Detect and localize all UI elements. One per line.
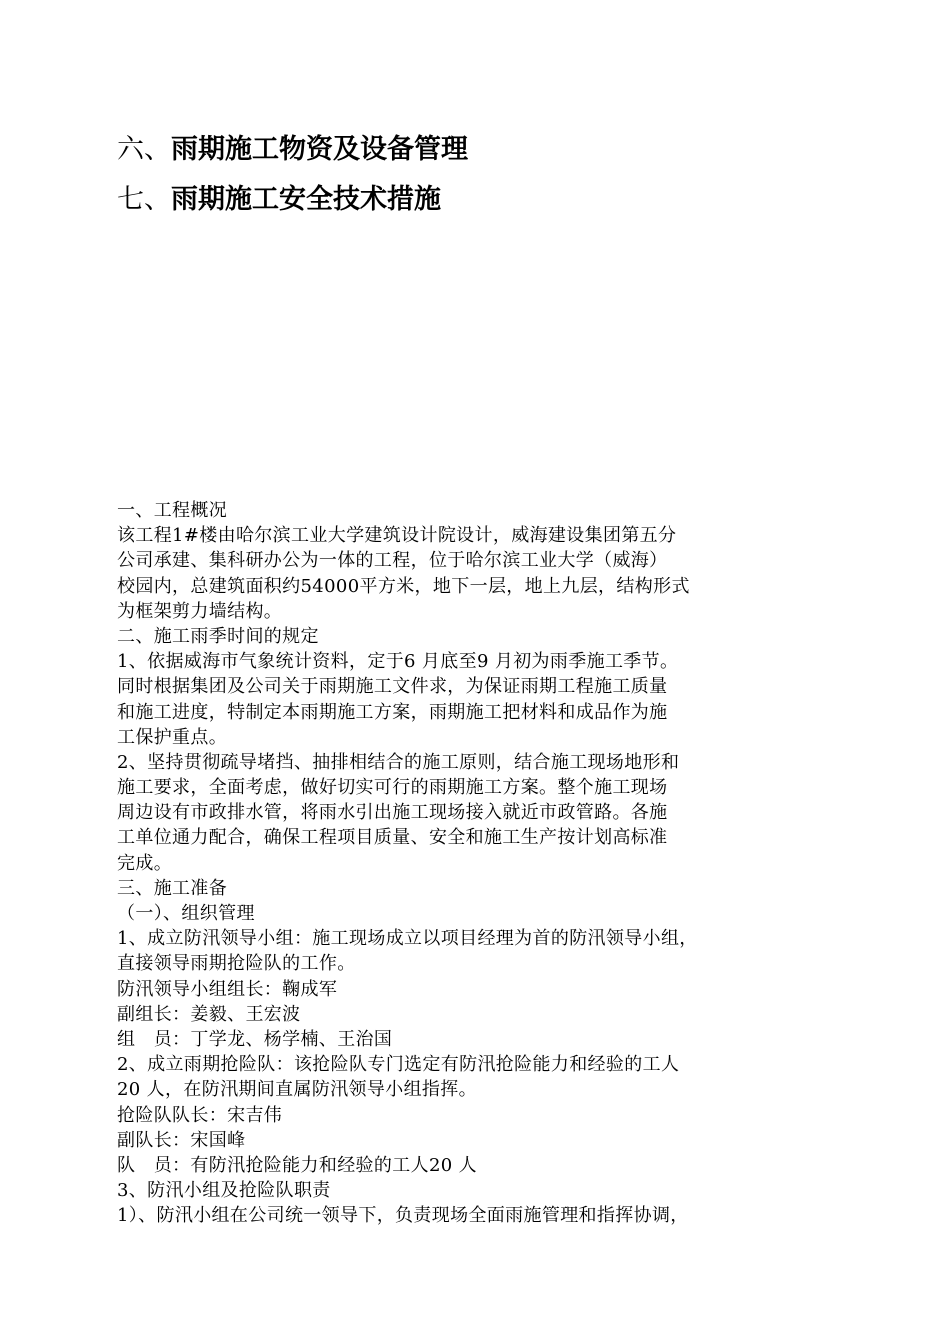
text-line: 完成。 (117, 852, 173, 874)
text-line: 和施工进度，特制定本雨期施工方案，雨期施工把材料和成品作为施 (117, 701, 668, 723)
text-line: 副组长：姜毅、王宏波 (117, 1003, 301, 1025)
section-title-project-overview: 一、工程概况 (117, 500, 228, 521)
text-line: 队 员：有防汛抢险能力和经验的工人20 人 (117, 1154, 477, 1176)
heading-number: 七、 (117, 184, 171, 215)
section-heading-7 (117, 183, 441, 217)
section-title-construction-preparation: 三、施工准备 (117, 877, 228, 899)
heading-number: 六、 (117, 134, 171, 165)
text-line: 为框架剪力墙结构。 (117, 600, 283, 622)
text-line: 20 人，在防汛期间直属防汛领导小组指挥。 (117, 1079, 477, 1101)
text-line: 公司承建、集科研办公为一体的工程，位于哈尔滨工业大学（威海） (117, 550, 668, 572)
text-line: 3、防汛小组及抢险队职责 (117, 1180, 331, 1202)
text-line: 直接领导雨期抢险队的工作。 (117, 953, 356, 975)
text-line: 2、坚持贯彻疏导堵挡、抽排相结合的施工原则，结合施工现场地形和 (117, 751, 680, 773)
text-line: 副队长：宋国峰 (117, 1129, 246, 1151)
text-line: 组 员：丁学龙、杨学楠、王治国 (117, 1028, 393, 1050)
text-line: 1、依据威海市气象统计资料，定于6 月底至9 月初为雨季施工季节。 (117, 651, 679, 673)
text-line: 1）、防汛小组在公司统一领导下，负责现场全面雨施管理和指挥协调， (117, 1205, 689, 1227)
section-title-rainy-season-time: 二、施工雨季时间的规定 (117, 625, 319, 647)
text-line: 同时根据集团及公司关于雨期施工文件求，为保证雨期工程施工质量 (117, 676, 668, 698)
text-line: 校园内，总建筑面积约54000平方米，地下一层，地上九层，结构形式 (117, 575, 690, 597)
heading-text: 雨期施工安全技术措施 (171, 184, 441, 215)
text-line: 防汛领导小组组长：鞠成军 (117, 978, 338, 1000)
section-heading-6 (117, 133, 468, 167)
text-line: 2、成立雨期抢险队：该抢险队专门选定有防汛抢险能力和经验的工人 (117, 1054, 680, 1076)
text-line: 1、成立防汛领导小组：施工现场成立以项目经理为首的防汛领导小组， (117, 928, 698, 950)
body-text (117, 498, 827, 1228)
heading-text: 雨期施工物资及设备管理 (171, 134, 468, 165)
text-line: 该工程1#楼由哈尔滨工业大学建筑设计院设计，威海建设集团第五分 (117, 525, 677, 547)
text-line: 工保护重点。 (117, 726, 228, 748)
text-line: 施工要求，全面考虑，做好切实可行的雨期施工方案。整个施工现场 (117, 777, 668, 799)
text-line: 工单位通力配合，确保工程项目质量、安全和施工生产按计划高标准 (117, 827, 668, 849)
text-line: 抢险队队长：宋吉伟 (117, 1104, 283, 1126)
subsection-title-organization: （一）、组织管理 (117, 903, 255, 924)
text-line: 周边设有市政排水管，将雨水引出施工现场接入就近市政管路。各施 (117, 802, 668, 824)
